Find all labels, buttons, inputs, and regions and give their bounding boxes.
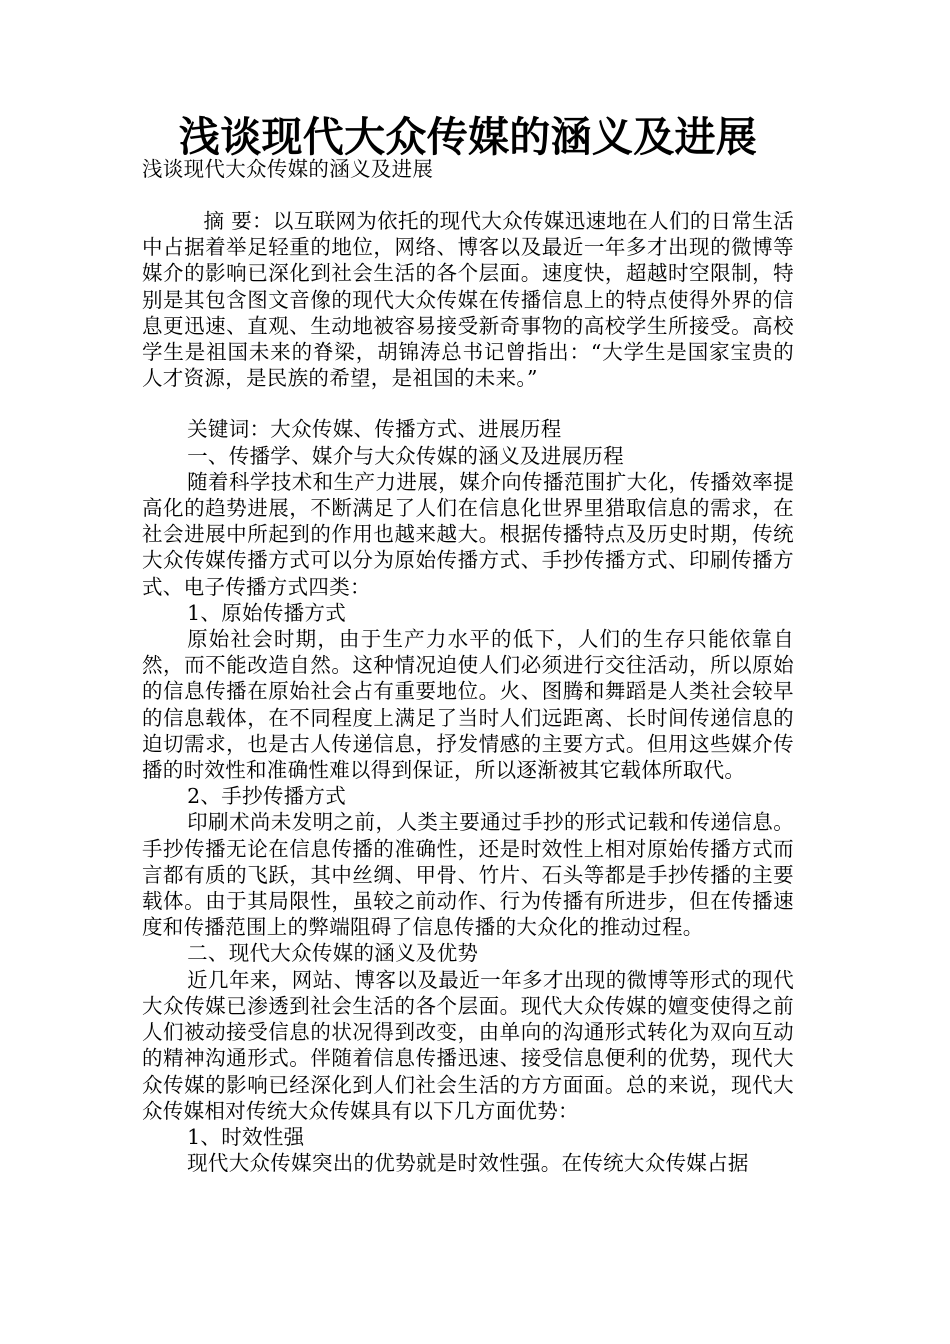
section-heading-2: 二、现代大众传媒的涵义及优势 <box>187 941 479 966</box>
subsection-heading-primitive: 1、原始传播方式 <box>187 600 347 625</box>
section-heading-1: 一、传播学、媒介与大众传媒的涵义及进展历程 <box>187 443 624 468</box>
document-title: 浅谈现代大众传媒的涵义及进展 <box>178 113 758 161</box>
subsection-paragraph-primitive: 原始社会时期，由于生产力水平的低下，人们的生存只能依靠自然，而不能改造自然。这种情况迫使人们必须进行交往活动，所以原始的信息传播在原始社会占有重要地位。火、图腾和舞蹈是人类社会较早的信息载体，在不同程度上满足了当时人们远距离、长时间传递信息的迫切需求，也是古人传递信息，抒发情感的主要方式。但用这些媒介传播的时效性和准确性难以得到保证，所以逐渐被其它载体所取代。 <box>142 627 794 783</box>
keywords-line: 关键词：大众传媒、传播方式、进展历程 <box>187 417 562 442</box>
abstract-paragraph: 摘 要：以互联网为依托的现代大众传媒迅速地在人们的日常生活中占据着举足轻重的地位，网络、博客以及最近一年多才出现的微博等媒介的影响已深化到社会生活的各个层面。速度快，超越时空限制，特别是其包含图文音像的现代大众传媒在传播信息上的特点使得外界的信息更迅速、直观、生动地被容易接受新奇事物的高校学生所接受。高校学生是祖国未来的脊梁，胡锦涛总书记曾指出：“大学生是国家宝贵的人才资源，是民族的希望，是祖国的未来。” <box>142 209 794 391</box>
section-paragraph-1: 随着科学技术和生产力进展，媒介向传播范围扩大化，传播效率提高化的趋势进展，不断满足了人们在信息化世界里猎取信息的需求，在社会进展中所起到的作用也越来越大。根据传播特点及历史时期，传统大众传媒传播方式可以分为原始传播方式、手抄传播方式、印刷传播方式、电子传播方式四类： <box>142 469 794 599</box>
document-page <box>142 113 794 1176</box>
section-paragraph-2: 近几年来，网站、博客以及最近一年多才出现的微博等形式的现代大众传媒已渗透到社会生活的各个层面。现代大众传媒的嬗变使得之前人们被动接受信息的状况得到改变，由单向的沟通形式转化为双向互动的精神沟通形式。伴随着信息传播迅速、接受信息便利的优势，现代大众传媒的影响已经深化到人们社会生活的方方面面。总的来说，现代大众传媒相对传统大众传媒具有以下几方面优势： <box>142 967 794 1123</box>
subsection-heading-handwritten: 2、手抄传播方式 <box>187 784 347 809</box>
subsection-paragraph-handwritten: 印刷术尚未发明之前，人类主要通过手抄的形式记载和传递信息。手抄传播无论在信息传播的准确性，还是时效性上相对原始传播方式而言都有质的飞跃，其中丝绸、甲骨、竹片、石头等都是手抄传播的主要载体。由于其局限性，虽较之前动作、行为传播有所进步，但在传播速度和传播范围上的弊端阻碍了信息传播的大众化的推动过程。 <box>142 810 794 940</box>
subsection-paragraph-timeliness: 现代大众传媒突出的优势就是时效性强。在传统大众传媒占据 <box>187 1151 749 1176</box>
document-subtitle: 浅谈现代大众传媒的涵义及进展 <box>142 157 434 181</box>
subsection-heading-timeliness: 1、时效性强 <box>187 1124 305 1149</box>
